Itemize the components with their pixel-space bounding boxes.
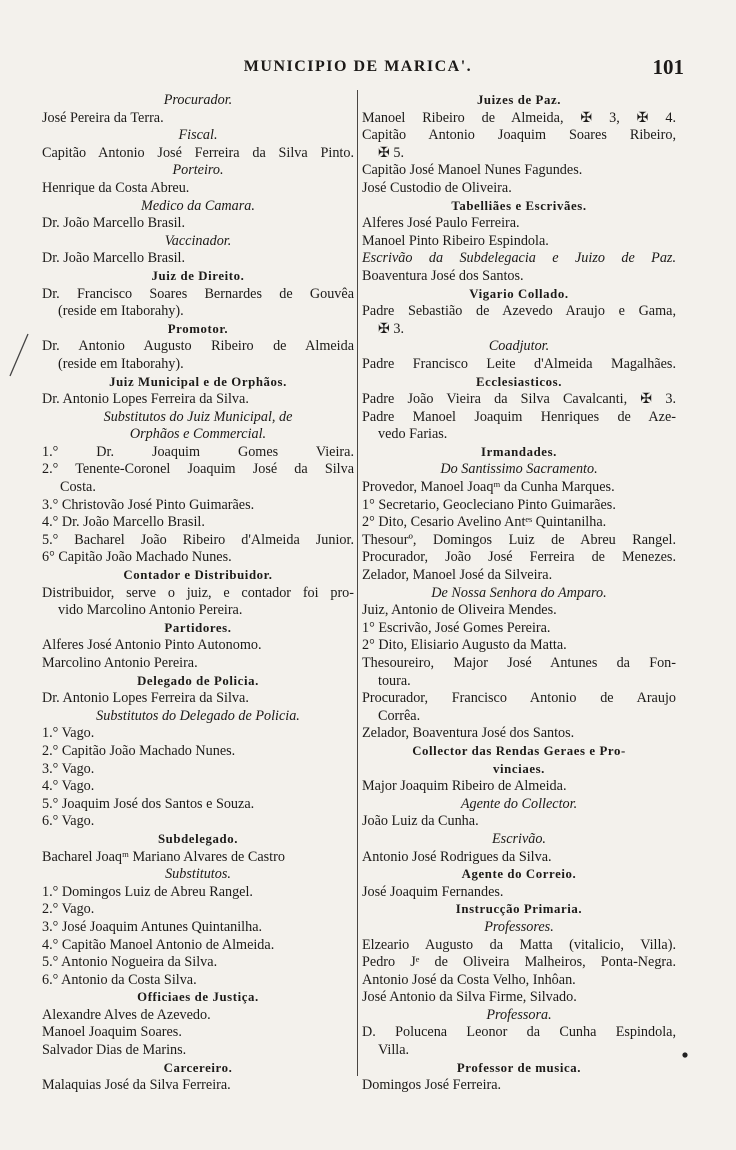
entry-line: (reside em Itaborahy). bbox=[58, 303, 184, 320]
section-heading: Ecclesiasticos. bbox=[475, 374, 563, 389]
section-heading: Agente do Correio. bbox=[461, 867, 577, 882]
entry-line: Padre Francisco Leite d'Almeida Magalhães. bbox=[362, 355, 676, 372]
entry-line: Capitão Antonio Joaquim Soares Ribeiro, bbox=[362, 127, 676, 144]
page-number: 101 bbox=[652, 55, 684, 79]
entry-line: Antonio José Rodrigues da Silva. bbox=[362, 848, 552, 865]
entry-line: 3.° José Joaquim Antunes Quintanilha. bbox=[42, 918, 263, 935]
entry-line: Manoel Ribeiro de Almeida, ✠ 3, ✠ 4. bbox=[362, 109, 676, 126]
entry-line: 5.° Joaquim José dos Santos e Souza. bbox=[42, 795, 255, 812]
section-heading: Carcereiro. bbox=[163, 1060, 233, 1075]
entry-line: Capitão Antonio José Ferreira da Silva Pinto. bbox=[42, 144, 354, 161]
entry-line: ✠ 5. bbox=[378, 144, 405, 161]
section-heading: Subdelegado. bbox=[157, 831, 239, 846]
entry-line: José Joaquim Fernandes. bbox=[362, 883, 504, 900]
section-heading: Collector das Rendas Geraes e Pro- bbox=[412, 743, 626, 758]
subheading: Medico da Camara. bbox=[141, 197, 255, 214]
section-heading: Irmandades. bbox=[481, 444, 557, 459]
subheading: Professores. bbox=[484, 918, 554, 935]
entry-line: José Antonio da Silva Firme, Silvado. bbox=[362, 989, 577, 1006]
entry-line: Alexandre Alves de Azevedo. bbox=[42, 1006, 211, 1023]
entry-line: Zelador, Boaventura José dos Santos. bbox=[362, 725, 575, 742]
section-heading: Promotor. bbox=[167, 321, 229, 336]
running-head bbox=[40, 55, 684, 86]
subheading: Coadjutor. bbox=[488, 338, 550, 355]
entry-line: Dr. João Marcello Brasil. bbox=[42, 250, 186, 267]
column-divider bbox=[357, 90, 358, 1076]
entry-line: José Custodio de Oliveira. bbox=[362, 179, 512, 196]
section-heading: Tabelliães e Escrivães. bbox=[451, 198, 587, 213]
entry-line: 4.° Dr. João Marcello Brasil. bbox=[42, 514, 205, 531]
entry-line: 3.° Vago. bbox=[42, 760, 95, 777]
entry-line: 1° Secretario, Geocleciano Pinto Guimarães. bbox=[362, 496, 616, 513]
entry-line: Corrêa. bbox=[378, 707, 421, 724]
entry-line: 1.° Dr. Joaquim Gomes Vieira. bbox=[42, 443, 354, 460]
entry-line: Elzeario Augusto da Matta (vitalicio, Villa). bbox=[362, 936, 676, 953]
entry-line: Boaventura José dos Santos. bbox=[362, 267, 524, 284]
entry-line: 2° Dito, Elisiario Augusto da Matta. bbox=[362, 637, 567, 654]
entry-line: 3.° Christovão José Pinto Guimarães. bbox=[42, 496, 255, 513]
page-title: MUNICIPIO DE MARICA'. bbox=[243, 58, 473, 75]
entry-line: Dr. Antonio Lopes Ferreira da Silva. bbox=[42, 391, 249, 408]
entry-line: Dr. Francisco Soares Bernardes de Gouvêa bbox=[42, 285, 354, 302]
subheading: Fiscal. bbox=[178, 127, 218, 144]
entry-line: 2.° Vago. bbox=[42, 901, 95, 918]
entry-line: 4.° Vago. bbox=[42, 778, 95, 795]
section-heading: Juiz de Direito. bbox=[151, 268, 245, 283]
entry-line: João Luiz da Cunha. bbox=[362, 813, 479, 830]
margin-pencil-mark bbox=[4, 330, 32, 380]
entry-line: Malaquias José da Silva Ferreira. bbox=[42, 1077, 231, 1094]
subheading: Porteiro. bbox=[172, 162, 224, 179]
subheading: Substitutos. bbox=[165, 866, 231, 883]
entry-line: Salvador Dias de Marins. bbox=[42, 1042, 187, 1059]
entry-line: vido Marcolino Antonio Pereira. bbox=[58, 602, 243, 619]
entry-line: Distribuidor, serve o juiz, e contador foi pro- bbox=[42, 584, 354, 601]
section-heading: Vigario Collado. bbox=[469, 286, 569, 301]
entry-line: Alferes José Paulo Ferreira. bbox=[362, 215, 520, 232]
entry-line: Bacharel Joaqᵐ Mariano Alvares de Castro bbox=[42, 848, 285, 865]
right-column bbox=[362, 92, 676, 1095]
entry-line: Padre Manoel Joaquim Henriques de Aze- bbox=[362, 408, 676, 425]
entry-line: 2° Dito, Cesario Avelino Antᵉˢ Quintanilha. bbox=[362, 514, 607, 531]
subheading: Escrivão da Subdelegacia e Juizo de Paz. bbox=[362, 250, 676, 267]
entry-line: Antonio José da Costa Velho, Inhôan. bbox=[362, 971, 576, 988]
entry-line: Villa. bbox=[378, 1042, 410, 1059]
entry-line: Thesourº, Domingos Luiz de Abreu Rangel. bbox=[362, 531, 676, 548]
section-heading: Contador e Distribuidor. bbox=[123, 568, 273, 583]
entry-line: Capitão José Manoel Nunes Fagundes. bbox=[362, 162, 583, 179]
entry-line: 2.° Tenente-Coronel Joaquim José da Silva bbox=[42, 461, 354, 478]
entry-line: D. Polucena Leonor da Cunha Espindola, bbox=[362, 1024, 676, 1041]
section-heading: Juizes de Paz. bbox=[476, 93, 562, 107]
entry-line: Procurador, João José Ferreira de Menezes. bbox=[362, 549, 676, 566]
subheading: Do Santissimo Sacramento. bbox=[440, 461, 598, 478]
entry-line: 5.° Bacharel João Ribeiro d'Almeida Junior. bbox=[42, 531, 354, 548]
entry-line: 5.° Antonio Nogueira da Silva. bbox=[42, 954, 218, 971]
entry-line: Dr. Antonio Lopes Ferreira da Silva. bbox=[42, 690, 249, 707]
entry-line: Provedor, Manoel Joaqᵐ da Cunha Marques. bbox=[362, 479, 615, 496]
subheading: Escrivão. bbox=[492, 830, 546, 847]
entry-line: 1.° Vago. bbox=[42, 725, 95, 742]
entry-line: 4.° Capitão Manoel Antonio de Almeida. bbox=[42, 936, 275, 953]
section-heading: Instrucção Primaria. bbox=[455, 902, 583, 917]
entry-line: Manoel Pinto Ribeiro Espindola. bbox=[362, 232, 549, 249]
entry-line: Padre João Vieira da Silva Cavalcanti, ✠ 3. bbox=[362, 391, 676, 408]
entry-line: 1.° Domingos Luiz de Abreu Rangel. bbox=[42, 883, 253, 900]
entry-line: toura. bbox=[378, 672, 411, 689]
entry-line: Marcolino Antonio Pereira. bbox=[42, 655, 198, 671]
section-heading: vinciaes. bbox=[493, 761, 545, 776]
subheading: Professora. bbox=[486, 1006, 552, 1023]
subheading: Procurador. bbox=[163, 92, 233, 108]
entry-line: Costa. bbox=[60, 479, 96, 496]
entry-line: 6.° Antonio da Costa Silva. bbox=[42, 971, 197, 988]
entry-line: Dr. João Marcello Brasil. bbox=[42, 215, 186, 232]
entry-line: Dr. Antonio Augusto Ribeiro de Almeida bbox=[42, 338, 354, 355]
section-heading: Officiaes de Justiça. bbox=[137, 990, 259, 1005]
subheading: Substitutos do Delegado de Policia. bbox=[96, 707, 300, 724]
entry-line: 6° Capitão João Machado Nunes. bbox=[42, 549, 232, 566]
subheading: Agente do Collector. bbox=[460, 795, 578, 812]
subheading: Orphãos e Commercial. bbox=[129, 426, 267, 443]
entry-line: Procurador, Francisco Antonio de Araujo bbox=[362, 690, 676, 707]
entry-line: Juiz, Antonio de Oliveira Mendes. bbox=[362, 602, 557, 619]
entry-line: Pedro Jᵉ de Oliveira Malheiros, Ponta-Negra. bbox=[362, 954, 676, 971]
ink-dot-mark bbox=[680, 1050, 690, 1060]
section-heading: Professor de musica. bbox=[456, 1060, 582, 1075]
entry-line: 2.° Capitão João Machado Nunes. bbox=[42, 742, 236, 759]
entry-line: (reside em Itaborahy). bbox=[58, 355, 184, 372]
section-heading: Juiz Municipal e de Orphãos. bbox=[109, 374, 287, 389]
left-column bbox=[42, 92, 354, 1095]
entry-line: Zelador, Manoel José da Silveira. bbox=[362, 567, 553, 584]
entry-line: Major Joaquim Ribeiro de Almeida. bbox=[362, 778, 567, 795]
entry-line: 6.° Vago. bbox=[42, 813, 95, 830]
entry-line: José Pereira da Terra. bbox=[42, 109, 164, 126]
section-heading: Partidores. bbox=[164, 620, 232, 635]
entry-line: Alferes José Antonio Pinto Autonomo. bbox=[42, 637, 262, 654]
entry-line: Padre Sebastião de Azevedo Araujo e Gama, bbox=[362, 303, 676, 320]
entry-line: Domingos José Ferreira. bbox=[362, 1077, 502, 1094]
entry-line: 1° Escrivão, José Gomes Pereira. bbox=[362, 619, 551, 636]
subheading: De Nossa Senhora do Amparo. bbox=[431, 584, 607, 601]
section-heading: Delegado de Policia. bbox=[137, 673, 259, 688]
entry-line: vedo Farias. bbox=[378, 426, 448, 443]
subheading: Vaccinador. bbox=[164, 232, 232, 249]
entry-line: ✠ 3. bbox=[378, 320, 405, 337]
entry-line: Thesoureiro, Major José Antunes da Fon- bbox=[362, 655, 676, 671]
entry-line: Manoel Joaquim Soares. bbox=[42, 1024, 182, 1041]
entry-line: Henrique da Costa Abreu. bbox=[42, 179, 190, 196]
subheading: Substitutos do Juiz Municipal, de bbox=[103, 408, 293, 425]
